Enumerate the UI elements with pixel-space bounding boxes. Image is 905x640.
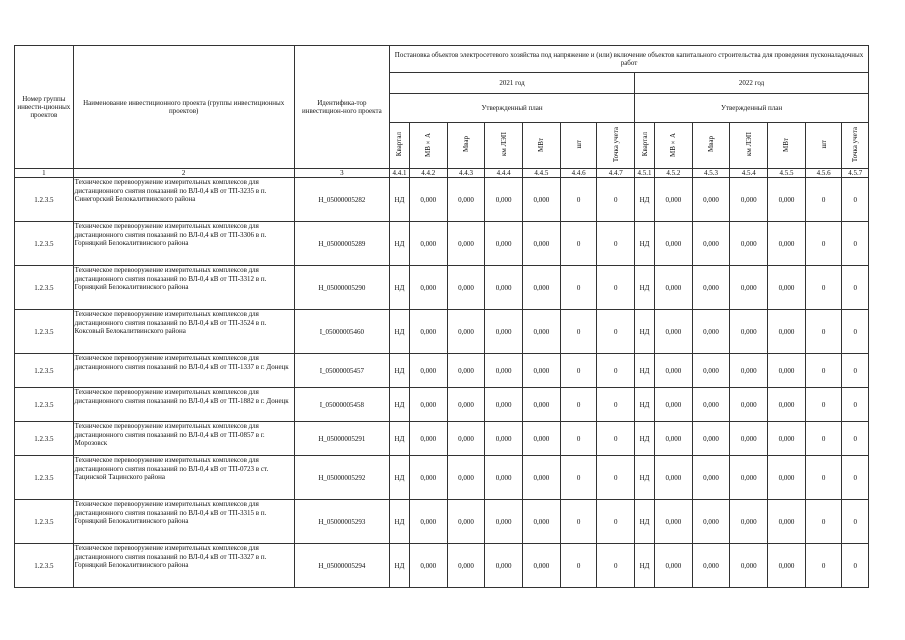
group-number-cell: 1.2.3.5 bbox=[15, 422, 74, 456]
value-cell: 0,000 bbox=[730, 178, 768, 222]
project-id-cell: I_05000005457 bbox=[294, 354, 389, 388]
value-cell: 0 bbox=[842, 422, 869, 456]
table-row bbox=[15, 222, 869, 266]
value-cell: 0,000 bbox=[692, 222, 730, 266]
unit-header-2022-7 bbox=[842, 123, 869, 169]
table-row bbox=[15, 388, 869, 422]
value-cell: НД bbox=[635, 388, 655, 422]
value-cell: 0,000 bbox=[447, 544, 485, 588]
group-number-cell: 1.2.3.5 bbox=[15, 354, 74, 388]
value-cell: НД bbox=[635, 422, 655, 456]
value-cell: 0,000 bbox=[409, 222, 447, 266]
project-name-cell: Техническое перевооружение измерительных комплексов для дистанционного снятия показаний по ВЛ-0,4 кВ от ТП-0723 в ст. Тацинской Тацинского района bbox=[73, 456, 294, 500]
value-cell: 0,000 bbox=[485, 422, 523, 456]
value-cell: 0,000 bbox=[523, 544, 561, 588]
project-name-cell: Техническое перевооружение измерительных комплексов для дистанционного снятия показаний по ВЛ-0,4 кВ от ТП-3315 в п. Горняцкий Белокалитвинского района bbox=[73, 500, 294, 544]
project-name-cell: Техническое перевооружение измерительных комплексов для дистанционного снятия показаний по ВЛ-0,4 кВ от ТП-3312 в п. Горняцкий Белокалитвинского района bbox=[73, 266, 294, 310]
group-number-cell: 1.2.3.5 bbox=[15, 178, 74, 222]
column-number: 4.4.2 bbox=[409, 169, 447, 178]
table-row bbox=[15, 310, 869, 354]
project-id-cell: H_05000005292 bbox=[294, 456, 389, 500]
value-cell: 0 bbox=[842, 310, 869, 354]
column-number: 4.5.3 bbox=[692, 169, 730, 178]
value-cell: 0,000 bbox=[485, 388, 523, 422]
value-cell: 0 bbox=[805, 544, 842, 588]
value-cell: 0,000 bbox=[768, 178, 806, 222]
value-cell: 0,000 bbox=[692, 456, 730, 500]
header-identifier: Идентифика-тор инвестицион-ного проекта bbox=[294, 46, 389, 169]
unit-label: Мвар bbox=[461, 136, 470, 153]
value-cell: 0 bbox=[560, 354, 597, 388]
unit-label: Квартал bbox=[395, 132, 404, 157]
value-cell: НД bbox=[390, 388, 410, 422]
project-id-cell: I_05000005458 bbox=[294, 388, 389, 422]
value-cell: 0 bbox=[597, 388, 635, 422]
value-cell: 0,000 bbox=[692, 422, 730, 456]
project-id-cell: I_05000005460 bbox=[294, 310, 389, 354]
investment-table bbox=[14, 45, 869, 588]
value-cell: 0 bbox=[805, 422, 842, 456]
column-number: 4.4.4 bbox=[485, 169, 523, 178]
value-cell: 0,000 bbox=[768, 544, 806, 588]
value-cell: 0,000 bbox=[654, 456, 692, 500]
value-cell: НД bbox=[635, 266, 655, 310]
table-row bbox=[15, 422, 869, 456]
value-cell: 0 bbox=[560, 178, 597, 222]
value-cell: НД bbox=[390, 266, 410, 310]
value-cell: 0 bbox=[597, 178, 635, 222]
unit-header-2021-2 bbox=[409, 123, 447, 169]
value-cell: 0,000 bbox=[409, 456, 447, 500]
column-number: 4.4.5 bbox=[523, 169, 561, 178]
value-cell: 0,000 bbox=[485, 500, 523, 544]
value-cell: 0,000 bbox=[730, 456, 768, 500]
value-cell: 0,000 bbox=[485, 310, 523, 354]
group-number-cell: 1.2.3.5 bbox=[15, 500, 74, 544]
value-cell: 0,000 bbox=[447, 500, 485, 544]
unit-header-2022-1 bbox=[635, 123, 655, 169]
value-cell: НД bbox=[390, 544, 410, 588]
value-cell: 0,000 bbox=[447, 388, 485, 422]
unit-header-2021-5 bbox=[523, 123, 561, 169]
unit-label: шт bbox=[819, 140, 828, 149]
value-cell: 0,000 bbox=[692, 544, 730, 588]
column-number: 3 bbox=[294, 169, 389, 178]
unit-label: МВ×А bbox=[424, 132, 433, 157]
value-cell: НД bbox=[635, 178, 655, 222]
value-cell: 0 bbox=[805, 354, 842, 388]
project-name-cell: Техническое перевооружение измерительных комплексов для дистанционного снятия показаний по ВЛ-0,4 кВ от ТП-3306 в п. Горняцкий Белокалитвинского района bbox=[73, 222, 294, 266]
value-cell: 0,000 bbox=[523, 354, 561, 388]
value-cell: 0,000 bbox=[692, 388, 730, 422]
value-cell: 0 bbox=[842, 222, 869, 266]
value-cell: НД bbox=[390, 310, 410, 354]
value-cell: 0,000 bbox=[409, 544, 447, 588]
group-number-cell: 1.2.3.5 bbox=[15, 310, 74, 354]
value-cell: 0,000 bbox=[409, 354, 447, 388]
value-cell: 0 bbox=[805, 456, 842, 500]
unit-header-2022-6 bbox=[805, 123, 842, 169]
unit-header-2021-6 bbox=[560, 123, 597, 169]
project-name-cell: Техническое перевооружение измерительных комплексов для дистанционного снятия показаний по ВЛ-0,4 кВ от ТП-1337 в г. Донецк bbox=[73, 354, 294, 388]
project-name-cell: Техническое перевооружение измерительных комплексов для дистанционного снятия показаний по ВЛ-0,4 кВ от ТП-3327 в п. Горняцкий Белокалитвинского района bbox=[73, 544, 294, 588]
value-cell: 0 bbox=[597, 544, 635, 588]
value-cell: 0,000 bbox=[523, 222, 561, 266]
value-cell: 0,000 bbox=[692, 178, 730, 222]
value-cell: НД bbox=[635, 544, 655, 588]
value-cell: 0,000 bbox=[447, 310, 485, 354]
column-number: 4.5.1 bbox=[635, 169, 655, 178]
value-cell: 0,000 bbox=[523, 310, 561, 354]
value-cell: 0,000 bbox=[692, 310, 730, 354]
value-cell: 0 bbox=[597, 354, 635, 388]
project-name-cell: Техническое перевооружение измерительных комплексов для дистанционного снятия показаний по ВЛ-0,4 кВ от ТП-0857 в г. Морозовск bbox=[73, 422, 294, 456]
value-cell: 0,000 bbox=[654, 222, 692, 266]
column-number: 4.5.4 bbox=[730, 169, 768, 178]
project-name-cell: Техническое перевооружение измерительных комплексов для дистанционного снятия показаний по ВЛ-0,4 кВ от ТП-1882 в г. Донецк bbox=[73, 388, 294, 422]
value-cell: 0,000 bbox=[447, 354, 485, 388]
value-cell: НД bbox=[390, 178, 410, 222]
value-cell: 0,000 bbox=[730, 500, 768, 544]
value-cell: 0,000 bbox=[447, 178, 485, 222]
value-cell: 0 bbox=[805, 222, 842, 266]
value-cell: НД bbox=[635, 222, 655, 266]
value-cell: 0,000 bbox=[447, 222, 485, 266]
value-cell: 0,000 bbox=[654, 422, 692, 456]
value-cell: 0,000 bbox=[447, 422, 485, 456]
value-cell: 0 bbox=[560, 310, 597, 354]
value-cell: 0,000 bbox=[485, 354, 523, 388]
column-number: 4.4.3 bbox=[447, 169, 485, 178]
value-cell: 0,000 bbox=[409, 266, 447, 310]
value-cell: 0 bbox=[805, 500, 842, 544]
unit-header-2021-1 bbox=[390, 123, 410, 169]
value-cell: 0,000 bbox=[409, 178, 447, 222]
value-cell: 0,000 bbox=[409, 388, 447, 422]
value-cell: 0 bbox=[842, 388, 869, 422]
value-cell: 0 bbox=[597, 422, 635, 456]
value-cell: НД bbox=[390, 500, 410, 544]
value-cell: 0,000 bbox=[654, 500, 692, 544]
value-cell: 0,000 bbox=[523, 500, 561, 544]
value-cell: 0,000 bbox=[523, 456, 561, 500]
project-name-cell: Техническое перевооружение измерительных комплексов для дистанционного снятия показаний по ВЛ-0,4 кВ от ТП-3235 в п. Синегорский Белокалитвинского района bbox=[73, 178, 294, 222]
column-number: 4.4.6 bbox=[560, 169, 597, 178]
value-cell: 0 bbox=[842, 178, 869, 222]
value-cell: 0 bbox=[597, 266, 635, 310]
table-row bbox=[15, 266, 869, 310]
header-year-2022: 2022 год bbox=[635, 73, 869, 94]
group-number-cell: 1.2.3.5 bbox=[15, 222, 74, 266]
value-cell: 0,000 bbox=[654, 388, 692, 422]
value-cell: НД bbox=[390, 354, 410, 388]
unit-header-2021-4 bbox=[485, 123, 523, 169]
unit-label: Квартал bbox=[640, 132, 649, 157]
value-cell: 0 bbox=[805, 310, 842, 354]
unit-label: Точка учета bbox=[611, 126, 620, 163]
group-number-cell: 1.2.3.5 bbox=[15, 544, 74, 588]
column-number: 4.5.2 bbox=[654, 169, 692, 178]
value-cell: 0 bbox=[842, 266, 869, 310]
value-cell: 0,000 bbox=[692, 266, 730, 310]
group-number-cell: 1.2.3.5 bbox=[15, 388, 74, 422]
value-cell: 0 bbox=[597, 456, 635, 500]
project-id-cell: H_05000005294 bbox=[294, 544, 389, 588]
value-cell: 0,000 bbox=[730, 266, 768, 310]
value-cell: 0,000 bbox=[768, 500, 806, 544]
value-cell: 0,000 bbox=[730, 422, 768, 456]
value-cell: НД bbox=[635, 310, 655, 354]
project-id-cell: H_05000005290 bbox=[294, 266, 389, 310]
value-cell: 0 bbox=[842, 456, 869, 500]
value-cell: 0,000 bbox=[768, 266, 806, 310]
value-cell: 0,000 bbox=[485, 266, 523, 310]
value-cell: 0,000 bbox=[447, 266, 485, 310]
project-id-cell: H_05000005282 bbox=[294, 178, 389, 222]
value-cell: 0 bbox=[560, 388, 597, 422]
value-cell: 0,000 bbox=[730, 388, 768, 422]
column-number: 2 bbox=[73, 169, 294, 178]
header-group-no: Номер группы инвести-ционных проектов bbox=[15, 46, 74, 169]
value-cell: 0,000 bbox=[485, 178, 523, 222]
value-cell: 0 bbox=[597, 222, 635, 266]
column-number: 4.5.5 bbox=[768, 169, 806, 178]
table-row bbox=[15, 500, 869, 544]
unit-header-2022-2 bbox=[654, 123, 692, 169]
header-project-name: Наименование инвестиционного проекта (группы инвестиционных проектов) bbox=[73, 46, 294, 169]
value-cell: 0,000 bbox=[409, 310, 447, 354]
group-number-cell: 1.2.3.5 bbox=[15, 266, 74, 310]
unit-label: Мвар bbox=[707, 136, 716, 153]
unit-label: МВт bbox=[782, 137, 791, 152]
value-cell: НД bbox=[390, 222, 410, 266]
value-cell: 0,000 bbox=[523, 178, 561, 222]
unit-label: км ЛЭП bbox=[744, 132, 753, 157]
value-cell: 0,000 bbox=[692, 354, 730, 388]
value-cell: 0,000 bbox=[768, 456, 806, 500]
value-cell: 0,000 bbox=[409, 500, 447, 544]
value-cell: 0,000 bbox=[523, 266, 561, 310]
value-cell: НД bbox=[390, 456, 410, 500]
value-cell: 0,000 bbox=[730, 354, 768, 388]
value-cell: 0 bbox=[805, 388, 842, 422]
unit-label: шт bbox=[574, 140, 583, 149]
value-cell: 0 bbox=[560, 456, 597, 500]
value-cell: 0,000 bbox=[768, 354, 806, 388]
unit-label: МВ×А bbox=[669, 132, 678, 157]
value-cell: 0,000 bbox=[447, 456, 485, 500]
value-cell: 0,000 bbox=[768, 422, 806, 456]
table-row bbox=[15, 456, 869, 500]
unit-header-2022-4 bbox=[730, 123, 768, 169]
header-approved-plan-2022: Утвержденный план bbox=[635, 94, 869, 123]
value-cell: НД bbox=[390, 422, 410, 456]
project-name-cell: Техническое перевооружение измерительных комплексов для дистанционного снятия показаний по ВЛ-0,4 кВ от ТП-3524 в п. Коксовый Белокалитвинского района bbox=[73, 310, 294, 354]
value-cell: 0 bbox=[560, 422, 597, 456]
value-cell: 0,000 bbox=[692, 500, 730, 544]
value-cell: 0,000 bbox=[768, 388, 806, 422]
value-cell: НД bbox=[635, 456, 655, 500]
header-approved-plan-2021: Утвержденный план bbox=[390, 94, 635, 123]
value-cell: 0,000 bbox=[730, 544, 768, 588]
unit-header-2022-5 bbox=[768, 123, 806, 169]
value-cell: 0,000 bbox=[730, 222, 768, 266]
column-number: 4.4.1 bbox=[390, 169, 410, 178]
value-cell: 0,000 bbox=[654, 354, 692, 388]
value-cell: 0 bbox=[805, 266, 842, 310]
unit-header-2021-3 bbox=[447, 123, 485, 169]
value-cell: 0 bbox=[842, 500, 869, 544]
value-cell: НД bbox=[635, 354, 655, 388]
value-cell: 0,000 bbox=[523, 422, 561, 456]
column-number: 4.5.6 bbox=[805, 169, 842, 178]
value-cell: 0,000 bbox=[485, 456, 523, 500]
group-number-cell: 1.2.3.5 bbox=[15, 456, 74, 500]
column-number: 1 bbox=[15, 169, 74, 178]
value-cell: 0 bbox=[560, 500, 597, 544]
value-cell: 0 bbox=[560, 266, 597, 310]
value-cell: 0,000 bbox=[654, 178, 692, 222]
table-row bbox=[15, 354, 869, 388]
header-year-2021: 2021 год bbox=[390, 73, 635, 94]
value-cell: 0,000 bbox=[654, 266, 692, 310]
unit-label: МВт bbox=[537, 137, 546, 152]
project-id-cell: H_05000005291 bbox=[294, 422, 389, 456]
value-cell: 0 bbox=[597, 500, 635, 544]
value-cell: 0,000 bbox=[485, 544, 523, 588]
value-cell: 0 bbox=[842, 354, 869, 388]
column-number: 4.5.7 bbox=[842, 169, 869, 178]
value-cell: 0,000 bbox=[768, 222, 806, 266]
value-cell: НД bbox=[635, 500, 655, 544]
column-number: 4.4.7 bbox=[597, 169, 635, 178]
column-numbers-row bbox=[15, 169, 869, 178]
value-cell: 0 bbox=[805, 178, 842, 222]
value-cell: 0,000 bbox=[485, 222, 523, 266]
unit-header-2021-7 bbox=[597, 123, 635, 169]
value-cell: 0 bbox=[597, 310, 635, 354]
value-cell: 0,000 bbox=[654, 544, 692, 588]
value-cell: 0,000 bbox=[730, 310, 768, 354]
table-row bbox=[15, 178, 869, 222]
project-id-cell: H_05000005289 bbox=[294, 222, 389, 266]
value-cell: 0,000 bbox=[768, 310, 806, 354]
value-cell: 0 bbox=[560, 544, 597, 588]
unit-label: Точка учета bbox=[851, 126, 860, 163]
unit-label: км ЛЭП bbox=[499, 132, 508, 157]
value-cell: 0,000 bbox=[409, 422, 447, 456]
header-main-title: Постановка объектов электросетевого хозяйства под напряжение и (или) включение объектов капитального строительства для проведения пусконаладочных работ bbox=[390, 46, 869, 73]
value-cell: 0 bbox=[560, 222, 597, 266]
value-cell: 0,000 bbox=[523, 388, 561, 422]
project-id-cell: H_05000005293 bbox=[294, 500, 389, 544]
unit-header-2022-3 bbox=[692, 123, 730, 169]
table-row bbox=[15, 544, 869, 588]
value-cell: 0,000 bbox=[654, 310, 692, 354]
value-cell: 0 bbox=[842, 544, 869, 588]
